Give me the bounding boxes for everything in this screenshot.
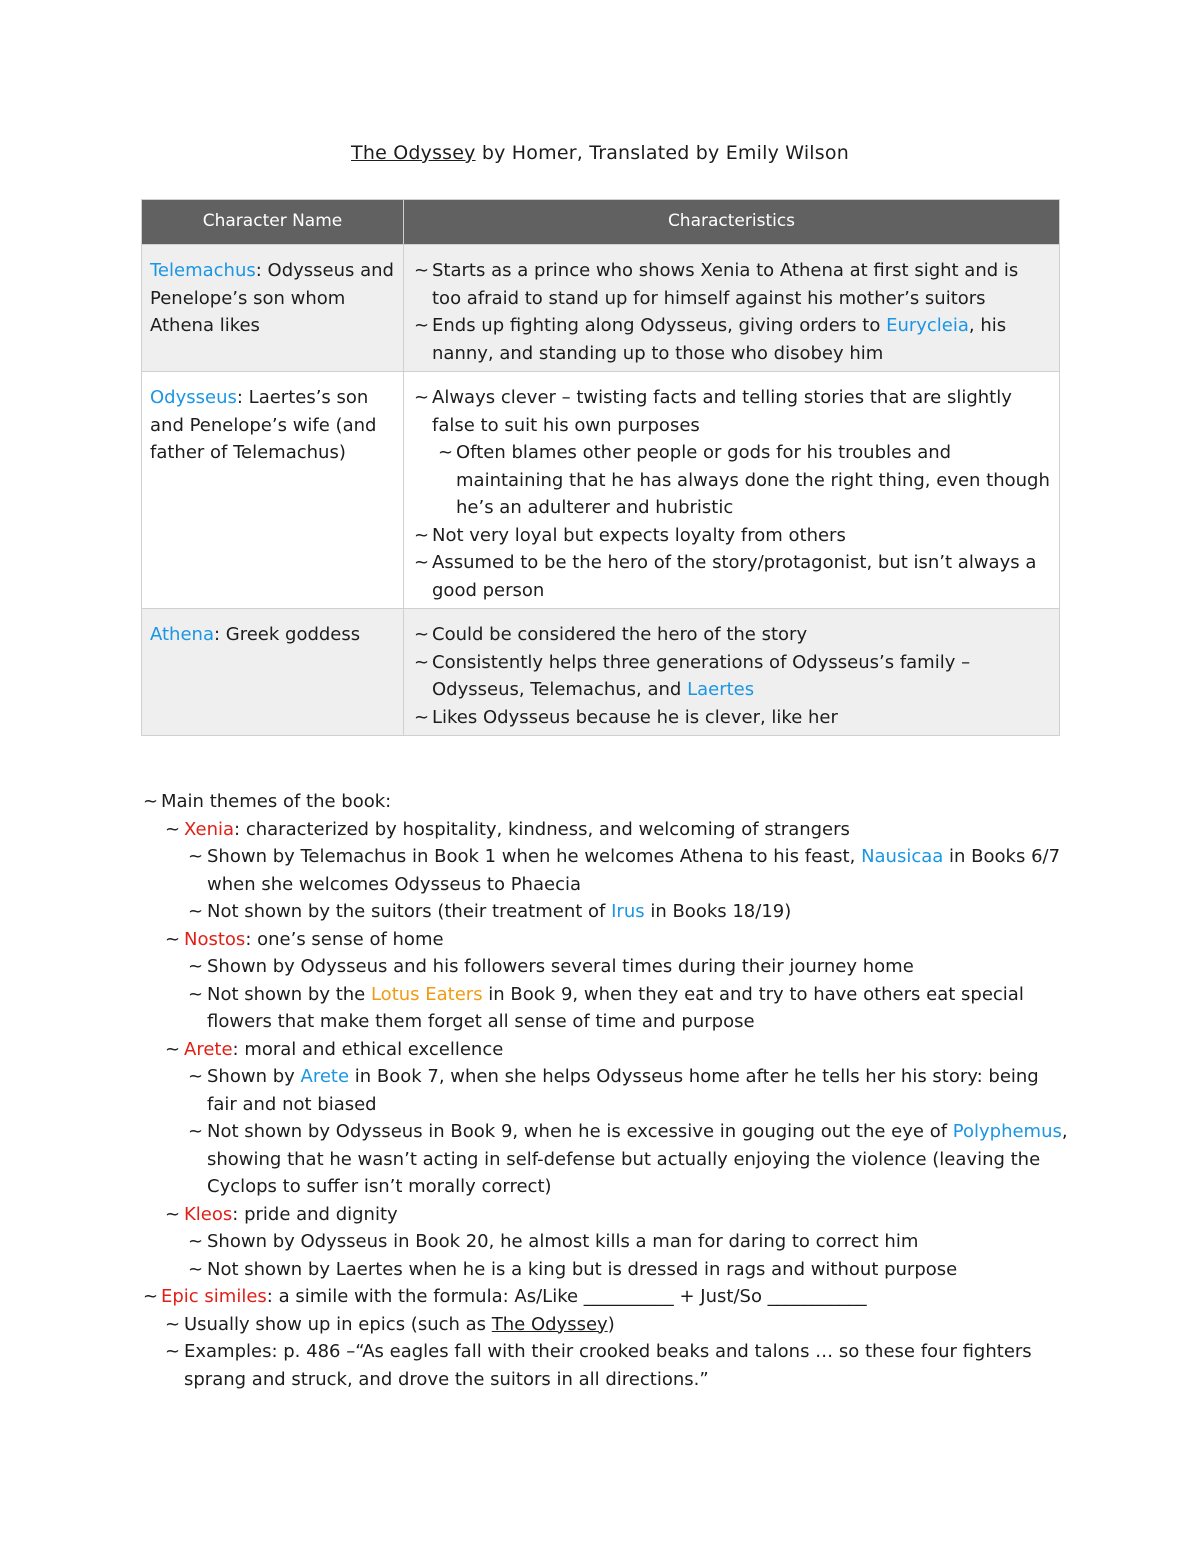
characteristics-cell [404,245,1060,372]
note-text: Shown by [207,1066,301,1087]
theme-def: : one’s sense of home [245,928,444,950]
theme-nostos [141,926,1071,954]
trait-item: ~ Starts as a prince who shows Xenia to Athena at first sight and is too afraid to stand up for himself against his mother’s suitors [412,257,1051,312]
highlight-name: Eurycleia [886,315,969,336]
note-text: ) [607,1313,615,1335]
highlight-name: Nausicaa [861,846,944,867]
title-rest: by Homer, Translated by Emily Wilson [475,142,849,164]
theme-example [141,1063,1071,1118]
character-cell [142,609,404,736]
character-desc: : Odysseus and Penelope’s son whom Athena likes [150,260,394,336]
trait-text: Ends up fighting along Odysseus, giving orders to [432,315,887,336]
highlight-name: Arete [300,1066,350,1087]
note-text: Not shown by the suitors (their treatment of [207,901,612,922]
theme-xenia [141,816,1071,844]
book-title: The Odyssey [351,142,476,164]
character-table [141,199,1060,736]
main-themes-heading: ~ Main themes of the book: [141,788,1071,816]
theme-example [141,981,1071,1036]
header-characteristics: Characteristics [404,200,1060,245]
character-name: Athena [150,624,214,645]
theme-def: : characterized by hospitality, kindness, and welcoming of strangers [234,818,850,840]
theme-notes [141,788,1071,1393]
header-character-name: Character Name [142,200,404,245]
trait-subitem: ~ Often blames other people or gods for his troubles and maintaining that he has always done the right thing, even though he’s an adulterer and hubristic [436,439,1051,522]
trait-item [412,649,1051,704]
theme-kleos [141,1201,1071,1229]
theme-example [141,843,1071,898]
note-text: in Book 7, when she helps Odysseus home after he tells her his story: being fair and not biased [207,1066,1039,1115]
note-text: in Book 9, when they eat and try to have others eat special flowers that make them forget all sense of time and purpose [207,983,1024,1032]
character-desc: : Greek goddess [213,624,361,645]
highlight-name: Lotus Eaters [370,983,483,1005]
character-name: Telemachus [150,260,256,281]
note-text: in Books 18/19) [644,901,792,922]
note-text: Not shown by the [207,983,371,1005]
theme-def: : a simile with the formula: As/Like __________ + Just/So ___________ [266,1286,867,1307]
note-text: in Books 6/7 when she welcomes Odysseus to Phaecia [207,846,1061,895]
highlight-name: Laertes [687,679,755,700]
theme-arete [141,1036,1071,1064]
trait-item: ~ Always clever – twisting facts and telling stories that are slightly false to suit his own purposes [412,384,1051,439]
theme-def: : moral and ethical excellence [232,1038,504,1060]
trait-item: ~ Could be considered the hero of the story [412,621,1051,649]
note-text: , showing that he wasn’t acting in self-defense but actually enjoying the violence (leaving the Cyclops to suffer isn’t morally correct) [207,1121,1068,1197]
theme-term: Epic similes [161,1286,267,1307]
trait-text: Consistently helps three generations of Odysseus’s family – Odysseus, Telemachus, and [432,651,971,700]
theme-example: ~ Not shown by Laertes when he is a king but is dressed in rags and without purpose [141,1256,1071,1284]
character-desc: : Laertes’s son and Penelope’s wife (and father of Telemachus) [150,387,377,463]
highlight-name: Irus [611,901,645,922]
theme-example [141,1118,1071,1201]
note-text: Usually show up in epics (such as [184,1313,492,1335]
epic-similes [141,1283,1071,1311]
highlight-name: Polyphemus [952,1121,1062,1142]
trait-text: , his nanny, and standing up to those who disobey him [432,315,1007,364]
note-text: Shown by Telemachus in Book 1 when he welcomes Athena to his feast, [207,846,862,867]
theme-term: Xenia [184,818,235,840]
theme-term: Nostos [184,928,246,950]
characteristics-cell [404,372,1060,609]
character-cell [142,372,404,609]
trait-item: ~ Likes Odysseus because he is clever, like her [412,704,1051,732]
trait-item: ~ Not very loyal but expects loyalty from others [412,522,1051,550]
theme-term: Kleos [184,1203,233,1225]
table-row [142,245,1060,372]
book-title: The Odyssey [491,1313,608,1335]
theme-term: Arete [184,1038,233,1060]
table-row [142,372,1060,609]
characteristics-cell [404,609,1060,736]
trait-item [412,312,1051,367]
theme-example: ~ Shown by Odysseus in Book 20, he almost kills a man for daring to correct him [141,1228,1071,1256]
note-text: Not shown by Odysseus in Book 9, when he is excessive in gouging out the eye of [207,1121,953,1142]
character-cell [142,245,404,372]
epic-usage [141,1311,1071,1339]
theme-def: : pride and dignity [232,1203,398,1225]
theme-example [141,898,1071,926]
table-row [142,609,1060,736]
table-header-row [142,200,1060,245]
trait-item: ~ Assumed to be the hero of the story/protagonist, but isn’t always a good person [412,549,1051,604]
theme-example: ~ Shown by Odysseus and his followers several times during their journey home [141,953,1071,981]
epic-example: ~ Examples: p. 486 –“As eagles fall with their crooked beaks and talons … so these four fighters sprang and struck, and drove the suitors in all directions.” [141,1338,1071,1393]
document-title [0,142,1200,164]
character-name: Odysseus [150,387,237,408]
